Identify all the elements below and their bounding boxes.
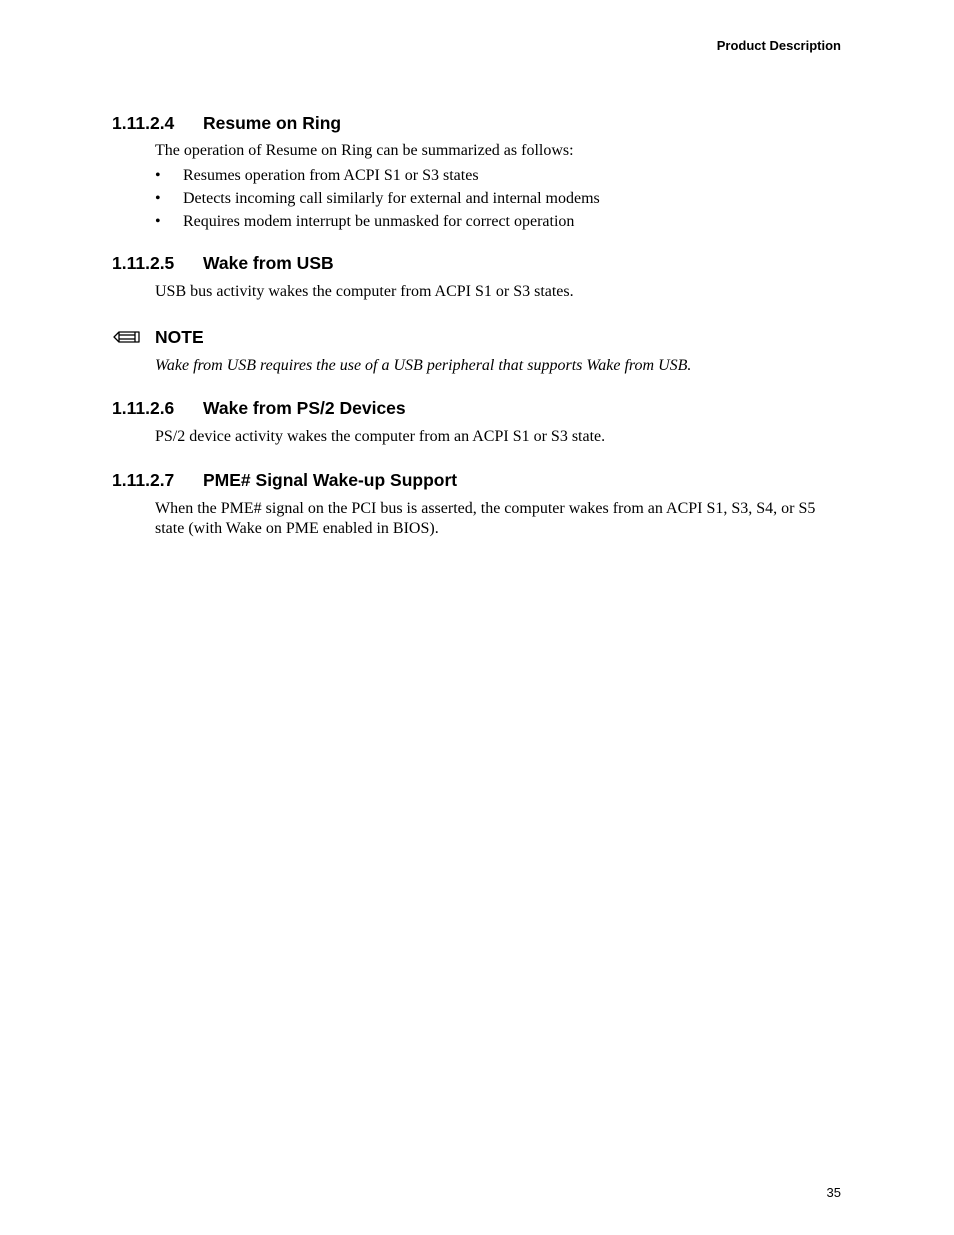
section-number: 1.11.2.5 — [112, 253, 175, 273]
section-intro: The operation of Resume on Ring can be summarized as follows: — [155, 142, 574, 159]
bullet-marker: • — [155, 213, 161, 230]
section-heading-pme-signal — [112, 470, 457, 491]
section-title: Wake from USB — [203, 253, 334, 273]
section-number: 1.11.2.6 — [112, 398, 175, 418]
note-title: NOTE — [155, 327, 204, 347]
page-number: 35 — [826, 1185, 841, 1200]
running-header: Product Description — [716, 38, 841, 53]
bullet-list — [155, 166, 600, 235]
section-heading-wake-from-usb — [112, 253, 334, 274]
pencil-icon — [112, 324, 144, 348]
list-item — [155, 212, 600, 235]
section-heading-wake-from-ps2 — [112, 398, 406, 419]
bullet-marker: • — [155, 190, 161, 207]
section-title: Wake from PS/2 Devices — [203, 398, 406, 418]
section-body: PS/2 device activity wakes the computer from an ACPI S1 or S3 state. — [155, 428, 606, 445]
bullet-marker: • — [155, 167, 161, 184]
section-number: 1.11.2.7 — [112, 470, 175, 490]
section-number: 1.11.2.4 — [112, 113, 175, 133]
list-item-text: Requires modem interrupt be unmasked for correct operation — [183, 213, 575, 230]
section-title: Resume on Ring — [203, 113, 342, 133]
section-heading-resume-on-ring — [112, 113, 341, 134]
list-item-text: Resumes operation from ACPI S1 or S3 states — [183, 167, 479, 184]
section-body: USB bus activity wakes the computer from ACPI S1 or S3 states. — [155, 283, 574, 300]
section-body: When the PME# signal on the PCI bus is asserted, the computer wakes from an ACPI S1, S3, S4, or S5 state (with Wake on PME enabled in BIOS). — [155, 500, 816, 537]
section-title: PME# Signal Wake-up Support — [203, 470, 458, 490]
list-item — [155, 189, 600, 212]
list-item — [155, 166, 600, 189]
list-item-text: Detects incoming call similarly for external and internal modems — [183, 190, 600, 207]
note-text: Wake from USB requires the use of a USB peripheral that supports Wake from USB. — [155, 357, 692, 374]
